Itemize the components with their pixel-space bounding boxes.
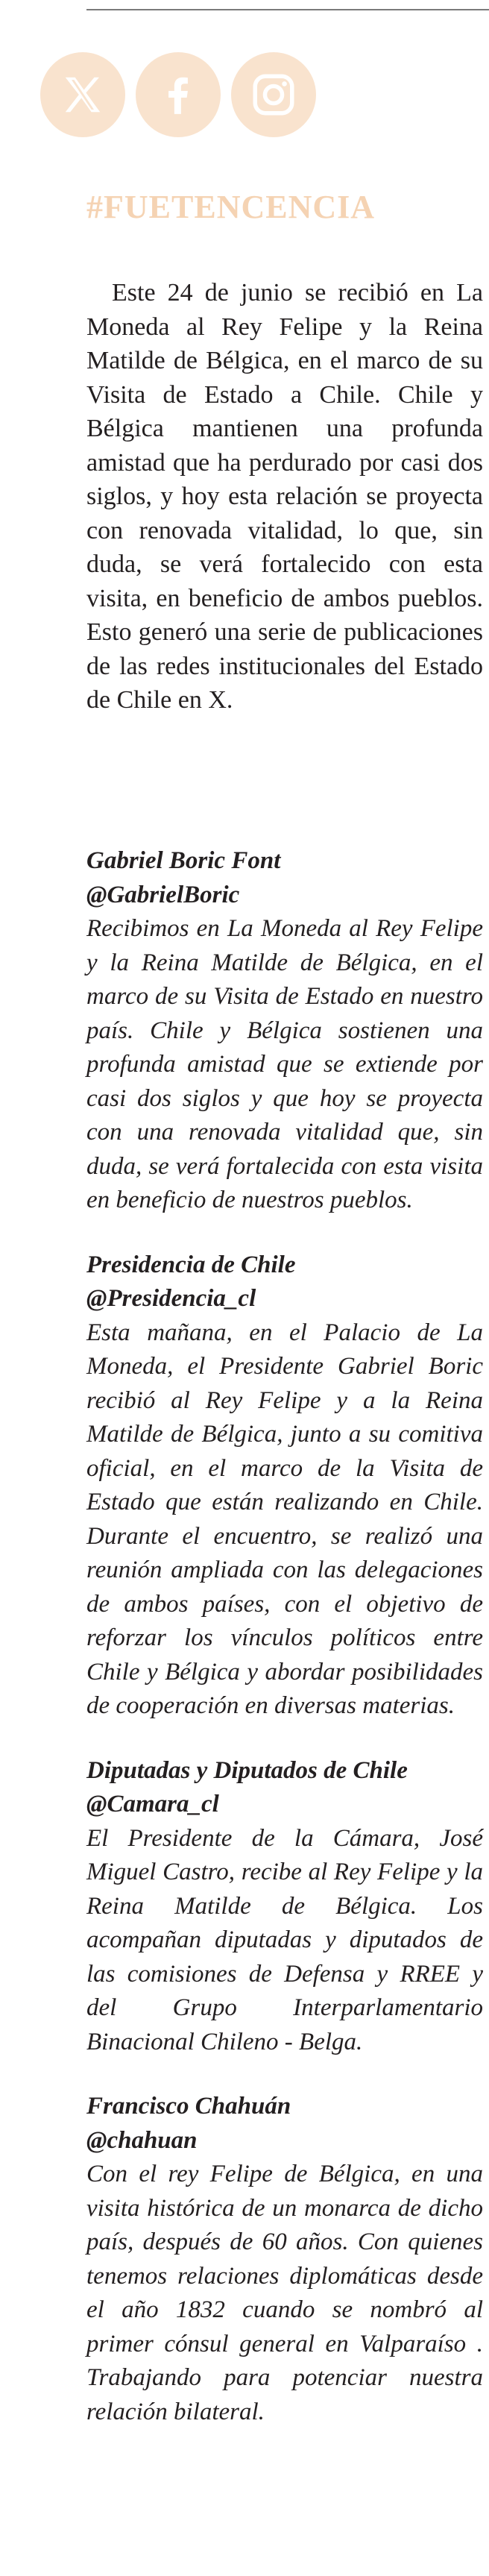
post-author: Diputadas y Diputados de Chile (86, 1756, 408, 1784)
top-rule (86, 9, 489, 10)
post-author: Presidencia de Chile (86, 1251, 296, 1278)
post-handle[interactable]: @GabrielBoric (86, 881, 240, 908)
intro-paragraph: Este 24 de junio se recibió en La Moneda al Rey Felipe y la Reina Matilde de Bélgica, en el marco de su Visita de Estado a Chile. Chile y Bélgica mantienen una profunda amistad que ha perdurado por casi dos siglos, y hoy esta relación se proyecta con renovada vitalidad, lo que, sin duda, se verá fortalecido con esta visita, en beneficio de ambos pueblos. Esto generó una serie de publicaciones de las redes institucionales del Estado de Chile en X. (86, 279, 483, 714)
post-handle[interactable]: @Presidencia_cl (86, 1285, 256, 1312)
post-text: Con el rey Felipe de Bélgica, en una visita histórica de un monarca de dicho país, después de 60 años. Con quienes tenemos relaciones diplomáticas desde el año 1832 cuando se nombró al primer cónsul general en Valparaíso . Trabajando para potenciar nuestra relación bilateral. (86, 2161, 483, 2425)
post-handle[interactable]: @chahuan (86, 2126, 198, 2154)
x-logo-glyph (60, 72, 106, 118)
hashtag-heading: #FUETENCENCIA (86, 189, 376, 225)
post-list (86, 844, 483, 2460)
post-item (86, 2090, 483, 2429)
post-handle[interactable]: @Camara_cl (86, 1791, 219, 1818)
social-icons (40, 52, 316, 137)
instagram-glyph (249, 70, 298, 119)
x-logo-icon[interactable] (40, 52, 125, 137)
post-text: Esta mañana, en el Palacio de La Moneda, el Presidente Gabriel Boric recibió al Rey Felipe y a la Reina Matilde de Bélgica, junto a su comitiva oficial, en el marco de la Visita de Estado que están realizando en Chile. Durante el encuentro, se realizó una reunión ampliada con las delegaciones de ambos países, con el objetivo de reforzar los vínculos políticos entre Chile y Bélgica y abordar posibilidades de cooperación en diversas materias. (86, 1319, 483, 1719)
post-item (86, 844, 483, 1218)
instagram-icon[interactable] (231, 52, 316, 137)
post-author: Francisco Chahuán (86, 2093, 291, 2120)
post-item (86, 1754, 483, 2060)
facebook-glyph (155, 72, 201, 118)
post-text: El Presidente de la Cámara, José Miguel Castro, recibe al Rey Felipe y la Reina Matilde de Bélgica. Los acompañan diputadas y diputados de las comisiones de Defensa y RREE y del Grupo Interparlamentario Binacional Chileno - Belga. (86, 1824, 483, 2055)
post-author: Gabriel Boric Font (86, 847, 281, 874)
post-item (86, 1248, 483, 1724)
facebook-icon[interactable] (136, 52, 221, 137)
post-text: Recibimos en La Moneda al Rey Felipe y la Reina Matilde de Bélgica, en el marco de su Visita de Estado en nuestro país. Chile y Bélgica sostienen una profunda amistad que se extiende por casi dos siglos y que hoy se proyecta con una renovada vitalidad que, sin duda, se verá fortalecida con esta visita en beneficio de nuestros pueblos. (86, 915, 483, 1213)
